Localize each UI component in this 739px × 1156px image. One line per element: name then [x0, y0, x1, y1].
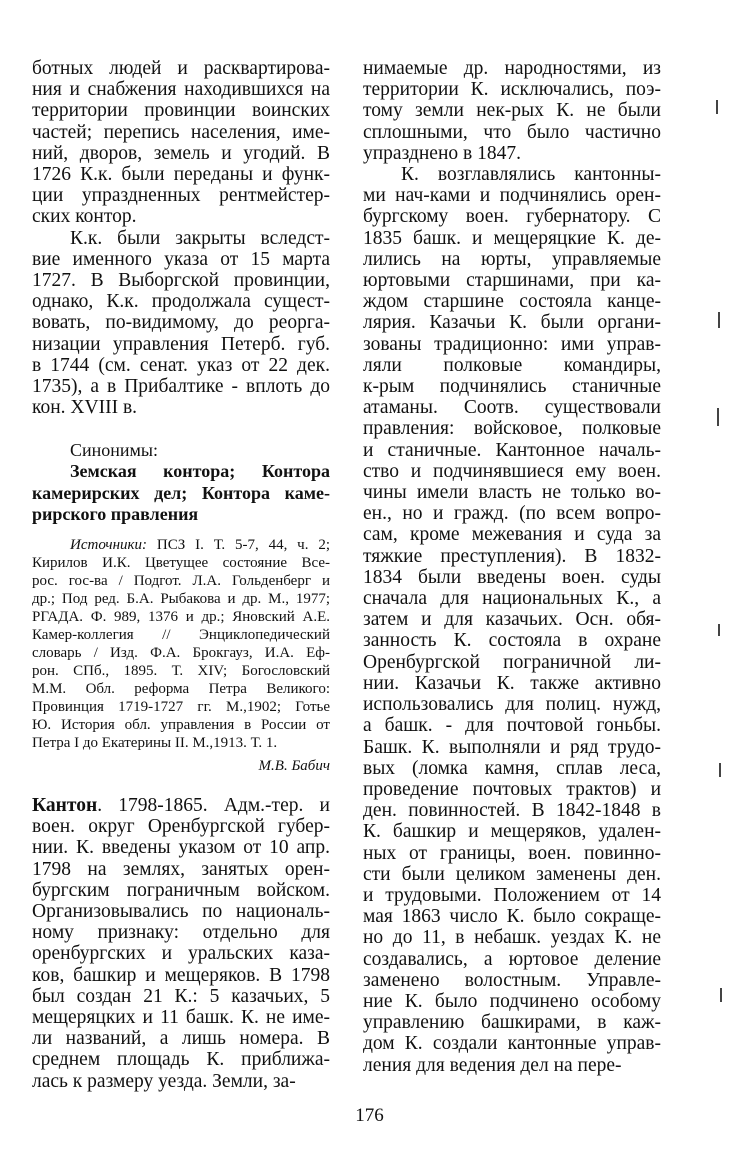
text-line: заменено волостным. Управле- [363, 969, 661, 991]
text-line: тяжкие преступления). В 1832- [363, 545, 661, 567]
synonym-line: камерирских дел; Контора каме- [32, 482, 330, 503]
text-line: но до 11, в небашк. уездах К. не [363, 927, 661, 949]
text-line: создавались, а юртовое деление [363, 948, 661, 970]
text-line: к-рым подчинялись станичные [363, 376, 661, 398]
text-line: 1835 башк. и мещеряцкие К. де- [363, 227, 661, 249]
text-line: управлению башкирами, в каж- [363, 1012, 661, 1034]
text-line: нимаемые др. народностями, из [363, 58, 661, 79]
text-line: вие именного указа от 15 марта [32, 248, 330, 270]
text-line: воен. округ Оренбургской губер- [32, 816, 330, 838]
text-line: лярия. Казачьи К. были органи- [363, 312, 661, 334]
text-line: бургскому воен. губернатору. С [363, 206, 661, 228]
text-line: ен., но и гражд. (по всем вопро- [363, 503, 661, 525]
text-line: и станичные. Кантонное началь- [363, 439, 661, 461]
text-line: мещеряцких и 11 башк. К. не име- [32, 1006, 330, 1028]
text-line: ных от границы, воен. повинно- [363, 842, 661, 864]
text-line: мая 1863 число К. было сокраще- [363, 906, 661, 928]
text-line: Организовывались по националь- [32, 900, 330, 922]
text-line: 1727. В Выборгской провинции, [32, 270, 330, 292]
margin-mark [716, 100, 718, 114]
entry-term: Кантон [32, 794, 98, 816]
text-line: сам, кроме межевания и суда за [363, 524, 661, 546]
text-line: нии. К. введены указом от 10 апр. [32, 837, 330, 859]
text-line: вых (ломка камня, сплав леса, [363, 757, 661, 779]
text-line: сплошными, что было частично [363, 121, 661, 143]
kanton-entry [32, 795, 330, 1092]
text-line: проведение почтовых трактов) и [363, 778, 661, 800]
text-line: однако, К.к. продолжала сущест- [32, 291, 330, 313]
text-line: чины имели власть не только во- [363, 482, 661, 504]
text-line: 1834 были введены воен. суды [363, 566, 661, 588]
margin-mark [717, 408, 719, 426]
text-line: К. башкир и мещеряков, удален- [363, 821, 661, 843]
text-line: и трудовыми. Положением от 14 [363, 884, 661, 906]
text-line [32, 795, 330, 816]
text-line: низации управления Петерб. губ. [32, 333, 330, 355]
text-line: лась к размеру уезда. Земли, за- [32, 1070, 296, 1092]
text-line: ботных людей и расквартирова- [32, 58, 330, 79]
source-line: словарь / Изд. Ф.А. Брокгауз, И.А. Еф- [32, 644, 330, 661]
paragraph-continued [32, 58, 330, 228]
source-line: Камер-коллегия // Энциклопедический [32, 626, 330, 643]
source-line: др.; Под ред. Б.А. Рыбакова и др. М., 1977; [32, 590, 330, 607]
text-line: территории К. исключались, поэ- [363, 79, 661, 101]
text-line: кон. XVIII в. [32, 397, 138, 419]
source-line: ПСЗ I. Т. 5-7, 44, ч. 2; [147, 536, 330, 553]
text-line: территории провинции воинских [32, 100, 330, 122]
left-column [32, 58, 330, 1092]
source-line: рос. гос-ва / Подгот. Л.А. Гольденберг и [32, 572, 330, 589]
source-line: Ю. История обл. управления в России от [32, 716, 330, 733]
text-line: ждом старшине состояла канце- [363, 291, 661, 313]
text-line: вовать, по-видимому, до реорга- [32, 312, 330, 334]
paragraph-territory [363, 58, 661, 164]
text-line: ляли полковые командиры, [363, 354, 661, 376]
paragraph-administration [363, 164, 661, 1076]
text-line: ний, дворов, земель и угодий. В [32, 142, 330, 164]
text-line: атаманы. Соотв. существовали [363, 397, 661, 419]
margin-mark [720, 988, 722, 1002]
source-line: М.М. Обл. реформа Петра Великого: [32, 680, 330, 697]
text-line: ков, башкир и мещеряков. В 1798 [32, 964, 330, 986]
text-line: частей; перепись населения, име- [32, 121, 330, 143]
sources-label: Источники: [70, 536, 148, 553]
text-line: лились на юрты, управляемые [363, 248, 661, 270]
paragraph-closure [32, 228, 330, 419]
text-line: занность К. состояла в охране [363, 630, 661, 652]
text-line: был создан 21 К.: 5 казачьих, 5 [32, 985, 330, 1007]
article-author: М.В. Бабич [258, 757, 330, 774]
text-line: бургским пограничным войском. [32, 879, 330, 901]
source-line: Провинция 1719-1727 гг. М.,1902; Готье [32, 698, 330, 715]
text-line: ство и подчинявшиеся ему воен. [363, 460, 661, 482]
sources-block [32, 536, 330, 752]
text-line: Оренбургской пограничной ли- [363, 651, 661, 673]
synonym-line: рирского правления [32, 504, 199, 525]
text-line: К. возглавлялись кантонны- [401, 164, 661, 186]
text-line: Башк. К. выполняли и ряд трудо- [363, 736, 661, 758]
margin-mark [718, 624, 720, 636]
text-line: в 1744 (см. сенат. указ от 22 дек. [32, 354, 330, 376]
entry-text: . 1798-1865. Адм.-тер. и [97, 794, 330, 816]
text-line: сначала для национальных К., а [363, 588, 661, 610]
text-line: ния и снабжения находившихся на [32, 79, 330, 101]
text-line: ми нач-ками и подчинялись орен- [363, 185, 661, 207]
text-line: ции упраздненных рентмейстер- [32, 185, 330, 207]
right-column [363, 58, 661, 1076]
text-line: дом К. создали кантонные управ- [363, 1033, 661, 1055]
margin-mark [718, 312, 720, 328]
text-line: ден. повинностей. В 1842-1848 в [363, 800, 661, 822]
text-line: юртовыми старшинами, при ка- [363, 270, 661, 292]
text-line: ному признаку: отдельно для [32, 922, 330, 944]
margin-mark [719, 763, 721, 777]
text-line: а башк. - для почтовой гоньбы. [363, 715, 661, 737]
text-line: К.к. были закрыты вследст- [70, 227, 330, 249]
text-line: ления для ведения дел на пере- [363, 1054, 622, 1076]
text-line: тому земли нек-рых К. не были [363, 100, 661, 122]
text-line: оренбургских и уральских каза- [32, 943, 330, 965]
text-line: ских контор. [32, 206, 137, 228]
source-line: Петра I до Екатерины II. М.,1913. Т. 1. [32, 734, 278, 751]
text-line: упразднено в 1847. [363, 142, 521, 164]
text-line: ли названий, а лишь номера. В [32, 1028, 330, 1050]
text-line: использовались для полиц. нужд, [363, 694, 661, 716]
text-line: сти были целиком заменены ден. [363, 863, 661, 885]
source-line: Кирилов И.К. Цветущее состояние Все- [32, 554, 330, 571]
sources-lines [32, 554, 330, 752]
text-line: правления: войсковое, полковые [363, 418, 661, 440]
text-line: 1798 на землях, занятых орен- [32, 858, 330, 880]
synonym-line: Земская контора; Контора [70, 461, 330, 482]
synonyms-label: Синонимы: [70, 440, 159, 461]
text-line: зованы традиционно: ими управ- [363, 333, 661, 355]
text-line: 1726 К.к. были переданы и функ- [32, 164, 330, 186]
text-line: 1735), а в Прибалтике - вплоть до [32, 376, 330, 398]
source-line: РГАДА. Ф. 989, 1376 и др.; Яновский А.Е. [32, 608, 330, 625]
source-line: рон. СПб., 1895. Т. XIV; Богословский [32, 662, 330, 679]
text-line: ние К. было подчинено особому [363, 990, 661, 1012]
synonyms-list [32, 461, 330, 526]
page-number: 176 [355, 1105, 384, 1126]
text-line: среднем площадь К. приближа- [32, 1049, 330, 1071]
text-line: затем и для казачьих. Осн. обя- [363, 609, 661, 631]
text-line: нии. Казачьи К. также активно [363, 672, 661, 694]
